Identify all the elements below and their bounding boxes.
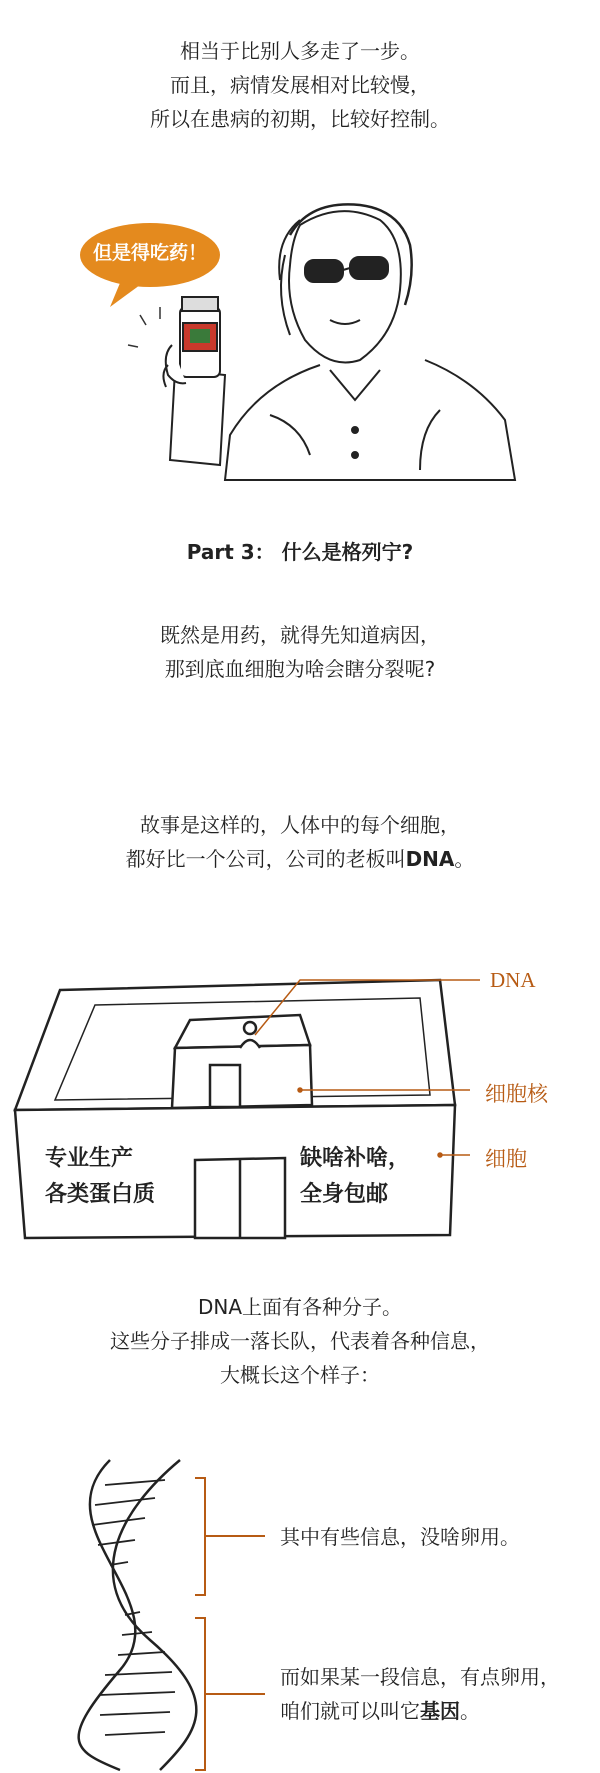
para3-line-1: DNA上面有各种分子。 <box>197 1295 403 1319</box>
sign-right-line-2: 全身包邮 <box>300 1181 389 1206</box>
para3-line-3: 大概长这个样子： <box>220 1363 380 1387</box>
gene-bold: 基因 <box>420 1699 460 1723</box>
para3-line-2: 这些分子排成一落长队，代表着各种信息， <box>110 1329 490 1353</box>
intro-paragraph <box>0 34 600 136</box>
para1-line-2: 那到底血细胞为啥会瞎分裂呢? <box>164 657 436 681</box>
paragraph-2 <box>0 808 600 876</box>
paragraph-1 <box>0 618 600 686</box>
dna-helix-icon <box>79 1460 197 1770</box>
sign-left-line-1: 专业生产 <box>45 1145 134 1170</box>
man-figure-icon <box>225 204 515 480</box>
para1-line-1: 既然是用药，就得先知道病因， <box>160 623 440 647</box>
dna-info-2 <box>280 1660 560 1728</box>
sign-right-line-1: 缺啥补啥， <box>300 1145 411 1170</box>
para2-dna-bold: DNA <box>405 847 455 871</box>
label-cell: 细胞 <box>485 1147 527 1171</box>
intro-line-2: 而且，病情发展相对比较慢， <box>170 73 430 97</box>
speech-bubble-icon <box>80 223 220 307</box>
part-label: Part 3： <box>186 540 275 564</box>
sign-left-line-2: 各类蛋白质 <box>45 1181 156 1206</box>
pill-bottle-icon <box>163 297 225 465</box>
dna-info-2-line-2: 咱们就可以叫它基因。 <box>280 1699 480 1723</box>
paragraph-3 <box>0 1290 600 1392</box>
intro-line-1: 相当于比别人多走了一步。 <box>180 39 420 63</box>
label-nucleus: 细胞核 <box>485 1082 548 1106</box>
part-heading <box>0 535 600 569</box>
sign-left <box>45 1140 155 1212</box>
para2-line-1: 故事是这样的，人体中的每个细胞， <box>140 813 460 837</box>
part-title: 什么是格列宁? <box>281 540 414 564</box>
sign-right <box>300 1140 410 1212</box>
speech-bubble-text: 但是得吃药！ <box>92 242 207 264</box>
para2-line-2: 都好比一个公司，公司的老板叫DNA。 <box>125 847 475 871</box>
dna-info-2-line-1: 而如果某一段信息，有点卵用， <box>280 1665 560 1689</box>
dna-info-1: 其中有些信息，没啥卵用。 <box>280 1525 520 1549</box>
label-dna: DNA <box>490 968 536 992</box>
intro-line-3: 所以在患病的初期，比较好控制。 <box>150 107 450 131</box>
